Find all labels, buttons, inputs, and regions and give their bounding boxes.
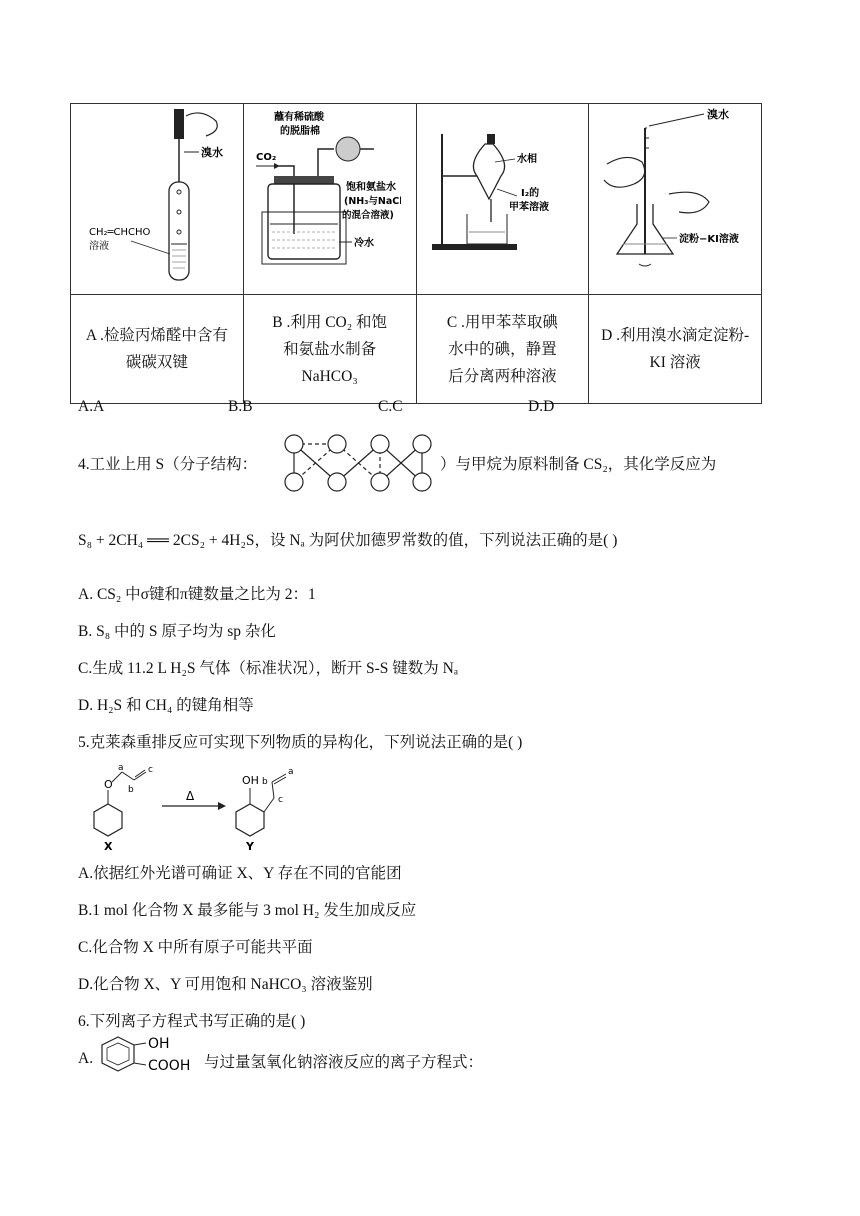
struct-oh: OH [148,1036,170,1052]
x-label-c: c [148,765,153,775]
apparatus-a-diagram [71,104,244,289]
label-starch-ki: 淀粉−KI溶液 [679,234,740,245]
x-label-a: a [118,763,124,773]
apparatus-b-diagram [244,104,401,289]
option-b[interactable]: B.B [228,398,253,415]
caption-b: B .利用 CO₂ 和饱 和氨盐水制备 NaHCO₃ [243,295,416,404]
label-cotton-2: 的脱脂棉 [279,126,320,137]
apparatus-table [70,103,762,404]
apparatus-d-diagram [589,104,789,289]
label-aqueous-phase: 水相 [516,154,537,165]
s8-structure-diagram [272,432,442,496]
q6-option-a-prefix[interactable]: A. [78,1050,94,1067]
q5-option-d[interactable]: D.化合物 X、Y 可用饱和 NaHCO₃ 溶液鉴别 [78,976,373,993]
y-label-b: b [262,777,268,787]
caption-a: A .检验丙烯醛中含有 碳碳双键 [71,295,244,404]
q6-stem: 6.下列离子方程式书写正确的是( ) [78,1013,306,1030]
label-co2: CO₂ [255,152,276,163]
heat-label: Δ [186,789,195,803]
q5-option-a[interactable]: A.依据红外光谱可确证 X、Y 存在不同的官能团 [78,865,402,882]
label-acrolein-solution: 溶液 [89,241,109,252]
caption-c: C .用甲苯萃取碘 水中的碘，静置 后分离两种溶液 [416,295,589,404]
q6-option-a-text: 与过量氢氧化钠溶液反应的离子方程式： [204,1054,484,1071]
label-cold-water: 冷水 [353,238,374,249]
cell-a-image [71,104,244,295]
x-oxygen: O [104,778,113,791]
option-c[interactable]: C.C [378,398,403,415]
cell-c-image [416,104,589,295]
label-cotton: 蘸有稀硫酸 [273,112,324,123]
label-bromine-water-a: 溴水 [201,146,223,159]
q4-option-c[interactable]: C.生成 11.2 L H₂S 气体（标准状况），断开 S-S 键数为 Nₐ [78,660,459,677]
caption-d: D .利用溴水滴定淀粉- KI 溶液 [589,295,762,404]
label-brine: 饱和氨盐水 [345,182,396,193]
label-brine-3: 的混合溶液) [341,210,394,221]
label-brine-2: (NH₃与NaCl [343,196,401,207]
label-iodine: I₂的 [520,188,539,199]
x-label: X [104,840,113,852]
label-acrolein-formula: CH₂═CHCHO [89,227,151,238]
q4-intro-a: 4.工业上用 S（分子结构： [78,456,258,473]
label-toluene-solution: 甲苯溶液 [508,202,549,213]
option-a[interactable]: A.A [78,398,105,415]
y-label-a: a [288,767,294,777]
q4-option-a[interactable]: A. CS₂ 中σ键和π键数量之比为 2：1 [78,586,316,603]
y-hydroxyl: OH [242,774,259,787]
cell-b-image [243,104,416,295]
claisen-scheme [80,762,310,852]
label-bromine-water-d: 溴水 [707,108,730,121]
q4-equation: S₈ + 2CH₄ ══ 2CS₂ + 4H₂S，设 Nₐ 为阿伏加德罗常数的值，下列说法正确的是( ) [78,532,618,549]
x-label-b: b [128,785,134,795]
q5-stem: 5.克莱森重排反应可实现下列物质的异构化，下列说法正确的是( ) [78,734,523,751]
q5-option-b[interactable]: B.1 mol 化合物 X 最多能与 3 mol H₂ 发生加成反应 [78,902,417,919]
q4-option-b[interactable]: B. S₈ 中的 S 原子均为 sp 杂化 [78,623,276,640]
q5-option-c[interactable]: C.化合物 X 中所有原子可能共平面 [78,939,313,956]
option-d[interactable]: D.D [528,398,555,415]
struct-cooh: COOH [148,1058,191,1074]
salicylic-acid-structure [94,1033,204,1075]
y-label: Y [246,840,254,852]
q4-option-d[interactable]: D. H₂S 和 CH₄ 的键角相等 [78,697,254,714]
y-label-c: c [278,795,283,805]
apparatus-c-diagram [417,104,565,289]
cell-d-image [589,104,762,295]
q4-intro-b: ）与甲烷为原料制备 CS₂，其化学反应为 [440,456,717,473]
